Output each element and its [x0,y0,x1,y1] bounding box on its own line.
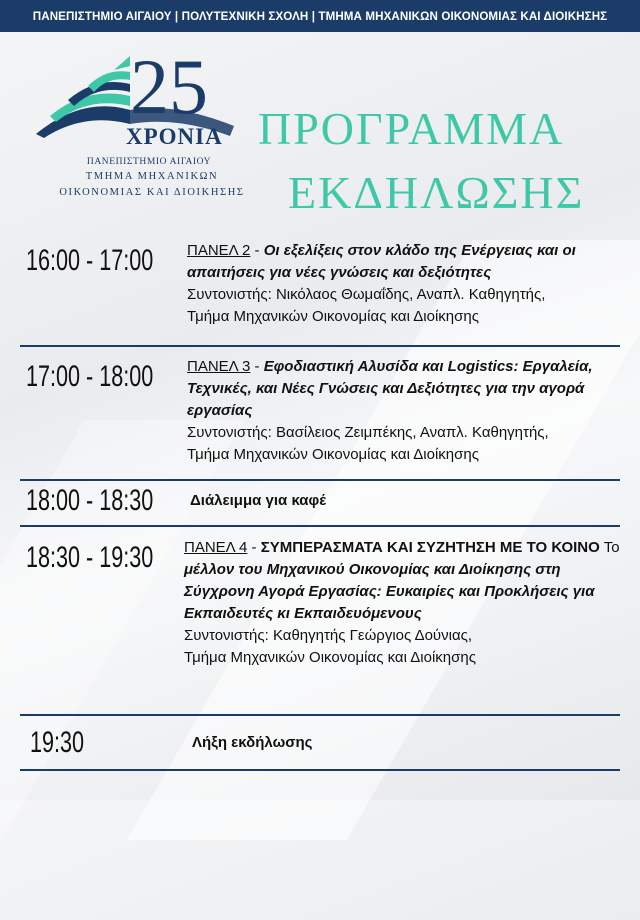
logo-department-line2: ΟΙΚΟΝΟΜΙΑΣ ΚΑΙ ΔΙΟΙΚΗΣΗΣ [59,187,245,198]
anniversary-logo [34,43,270,210]
header-bar [0,0,640,32]
time-slot: 16:00 - 17:00 [26,244,154,277]
session-description [187,356,625,466]
page-title-line1: ΠΡΟΓΡΑΜΜΑ [258,103,565,154]
panel-title: Εφοδιαστική Αλυσίδα και Logistics: Εργαλεία, Τεχνικές, και Νέες Γνώσεις και Δεξιότητες για την αγορά εργασίας [187,358,593,419]
panel-label: ΠΑΝΕΛ 2 [187,242,251,259]
panel-title-heading: ΣΥΜΠΕΡΑΣΜΑΤΑ ΚΑΙ ΣΥΖΗΤΗΣΗ ΜΕ ΤΟ ΚΟΙΝΟ [260,539,600,556]
department: Τμήμα Μηχανικών Οικονομίας και Διοίκησης [187,446,479,463]
panel-title: μέλλον του Μηχανικού Οικονομίας και Διοίκησης στη Σύγχρονη Αγορά Εργασίας: Ευκαιρίες και Προκλήσεις για Εκπαιδευτές κι Εκπαιδευόμενους [184,561,595,622]
time-slot: 18:30 - 19:30 [26,541,154,574]
logo-university: ΠΑΝΕΠΙΣΤΗΜΙΟ ΑΙΓΑΙΟΥ [86,157,212,167]
divider [20,525,620,527]
break-label: Διάλειμμα για καφέ [190,492,327,509]
page-title-line2: ΕΚΔΗΛΩΣΗΣ [288,167,585,218]
logo-number: 25 [130,43,208,130]
time-slot: 17:00 - 18:00 [26,360,154,393]
moderator: Συντονιστής: Καθηγητής Γεώργιος Δούνιας, [184,627,473,644]
separator: - [247,539,261,556]
panel-label: ΠΑΝΕΛ 4 [184,539,248,556]
moderator: Συντονιστής: Νικόλαος Θωμαΐδης, Αναπλ. Καθηγητής, [187,286,546,303]
session-description [187,240,625,328]
header-text: ΠΑΝΕΠΙΣΤΗΜΙΟ ΑΙΓΑΙΟΥ | ΠΟΛΥΤΕΧΝΙΚΗ ΣΧΟΛΗ | ΤΜΗΜΑ ΜΗΧΑΝΙΚΩΝ ΟΙΚΟΝΟΜΙΑΣ ΚΑΙ ΔΙΟΙΚΗΣΗΣ [32,9,608,23]
department: Τμήμα Μηχανικών Οικονομίας και Διοίκησης [187,308,479,325]
divider [20,769,620,771]
panel-title: Οι εξελίξεις στον κλάδο της Ενέργειας και οι απαιτήσεις για νέες γνώσεις και δεξιότητες [187,242,576,281]
session-description [184,537,624,669]
time-slot: 18:00 - 18:30 [26,484,154,517]
panel-label: ΠΑΝΕΛ 3 [187,358,251,375]
department: Τμήμα Μηχανικών Οικονομίας και Διοίκησης [184,649,476,666]
separator: - [250,358,264,375]
time-slot: 19:30 [30,726,85,759]
logo-department-line1: ΤΜΗΜΑ ΜΗΧΑΝΙΚΩΝ [85,171,219,182]
divider [20,345,620,347]
moderator: Συντονιστής: Βασίλειος Ζειμπέκης, Αναπλ. Καθηγητής, [187,424,549,441]
divider [20,714,620,716]
separator: - [250,242,264,259]
panel-title-prefix: Το [599,539,620,556]
logo-years: ΧΡΟΝΙΑ [126,124,223,149]
closing-label: Λήξη εκδήλωσης [192,734,313,751]
divider [20,479,620,481]
